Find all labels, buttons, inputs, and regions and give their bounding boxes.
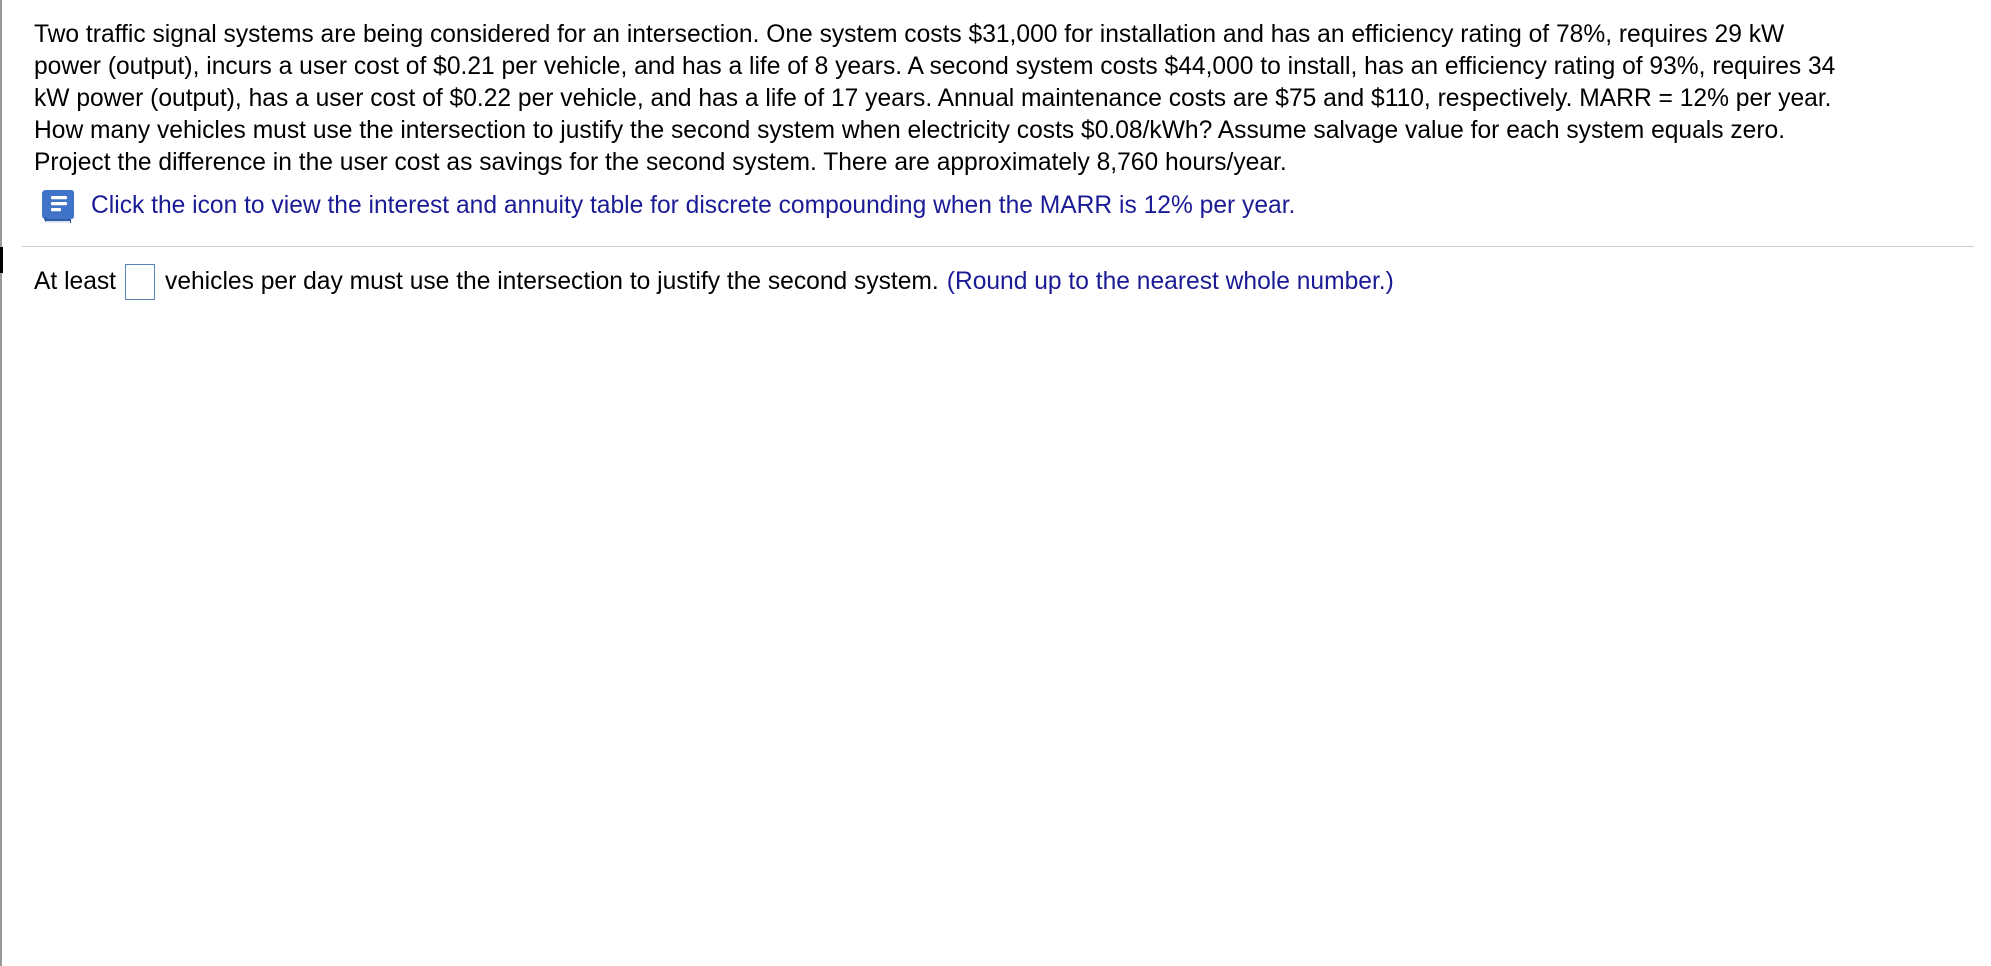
answer-prefix: At least xyxy=(34,268,117,295)
section-divider xyxy=(22,246,1974,247)
table-link-row xyxy=(37,186,1295,226)
left-frame-marker xyxy=(0,247,3,273)
book-icon[interactable] xyxy=(37,185,79,227)
interest-table-link[interactable]: Click the icon to view the interest and annuity table for discrete compounding when the MARR is 12% per year. xyxy=(91,192,1296,219)
answer-row xyxy=(34,262,1394,302)
question-text: Two traffic signal systems are being considered for an intersection. One system costs $31,000 for installation and has an efficiency rating of 78%, requires 29 kW power (output), incurs a user cost of $0.21 per vehicle, and has a life of 8 years. A second system costs $44,000 to install, has an efficiency rating of 93%, requires 34 kW power (output), has a user cost of $0.22 per vehicle, and has a life of 17 years. Annual maintenance costs are $75 and $110, respectively. MARR = 12% per year. How many vehicles must use the intersection to justify the second system when electricity costs $0.08/kWh? Assume salvage value for each system equals zero. Project the difference in the user cost as savings for the second system. There are approximately 8,760 hours/year. xyxy=(34,21,1836,176)
rounding-hint: (Round up to the nearest whole number.) xyxy=(946,268,1394,295)
vehicles-per-day-input[interactable] xyxy=(125,264,155,300)
question-block xyxy=(34,19,1964,179)
left-frame-border xyxy=(0,0,2,966)
answer-suffix: vehicles per day must use the intersection to justify the second system. xyxy=(165,268,939,295)
